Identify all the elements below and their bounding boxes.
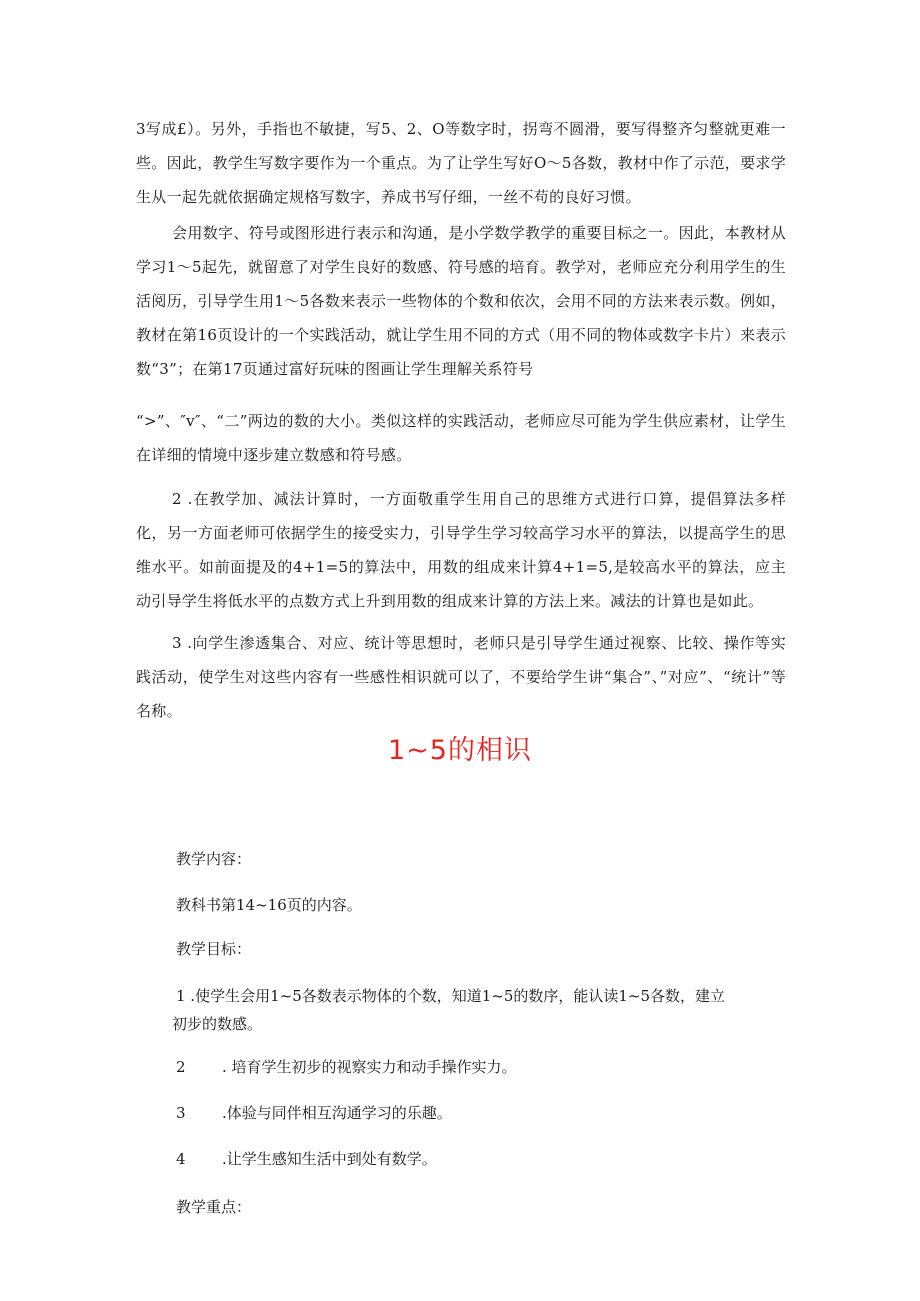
paragraph-set-statistics: 3 .向学生渗透集合、对应、统计等思想时，老师只是引导学生通过视察、比较、操作等实践活动，使学生对这些内容有一些感性相识就可以了，不要给学生讲“集合”、”对应”、“统计”等名称。 — [136, 634, 786, 720]
goal-item-2 — [176, 1050, 517, 1084]
goal-item-3 — [176, 1096, 452, 1130]
lesson-title: 1~5的相识 — [388, 735, 532, 766]
teaching-goals-heading: 教学目标： — [176, 940, 252, 958]
teaching-content-heading: 教学内容： — [176, 850, 252, 868]
goal-4-number: 4 — [176, 1150, 186, 1168]
teaching-key-points-heading: 教学重点： — [176, 1198, 252, 1216]
teaching-content-text: 教科书第14~16页的内容。 — [176, 896, 362, 914]
goal-3-text: .体验与同伴相互沟通学习的乐趣。 — [222, 1104, 452, 1122]
goal-3-number: 3 — [176, 1104, 186, 1122]
goal-1-line-1: 1 .使学生会用1~5各数表示物体的个数，知道1~5的数序，能认读1~5各数，建立 — [176, 987, 726, 1005]
goal-item-4 — [176, 1142, 437, 1176]
paragraph-number-sense: 会用数字、符号或图形进行表示和沟通，是小学数学教学的重要目标之一。因此，本教材从学习1～5起先，就留意了对学生良好的数感、符号感的培育。教学对，老师应充分利用学生的生活阅历，引导学生用1～5各数来表示一些物体的个数和依次，会用不同的方法来表示数。例如，教材在第16页设计的一个实践活动，就让学生用不同的方式（用不同的物体或数字卡片）来表示数“3”；在第17页通过富好玩味的图画让学生理解关系符号 — [136, 224, 786, 378]
goal-4-text: .让学生感知生活中到处有数学。 — [222, 1150, 437, 1168]
paragraph-writing-numbers: 3写成£）。另外，手指也不敏捷，写5、2、O等数字时，拐弯不圆滑，要写得整齐匀整就更难一些。因此，教学生写数字要作为一个重点。为了让学生写好O～5各数，教材中作了示范，要求学生从一起先就依据确定规格写数字，养成书写仔细，一丝不苟的良好习惯。 — [136, 120, 786, 206]
paragraph-number-sense-continued: “>”、″v″、“二”两边的数的大小。类似这样的实践活动，老师应尽可能为学生供应素材，让学生在详细的情境中逐步建立数感和符号感。 — [136, 412, 786, 464]
goal-2-text: . 培育学生初步的视察实力和动手操作实力。 — [222, 1058, 517, 1076]
paragraph-addition-subtraction: 2 .在教学加、减法计算时，一方面敬重学生用自己的思维方式进行口算，提倡算法多样化，另一方面老师可依据学生的接受实力，引导学生学习较高学习水平的算法，以提高学生的思维水平。如前面提及的4+1=5的算法中，用数的组成来计算4+1=5,是较高水平的算法，应主动引导学生将低水平的点数方式上升到用数的组成来计算的方法上来。减法的计算也是如此。 — [136, 490, 786, 610]
goal-2-number: 2 — [176, 1058, 186, 1076]
goal-item-1 — [172, 982, 792, 1038]
goal-1-line-2: 初步的数感。 — [172, 1015, 263, 1033]
